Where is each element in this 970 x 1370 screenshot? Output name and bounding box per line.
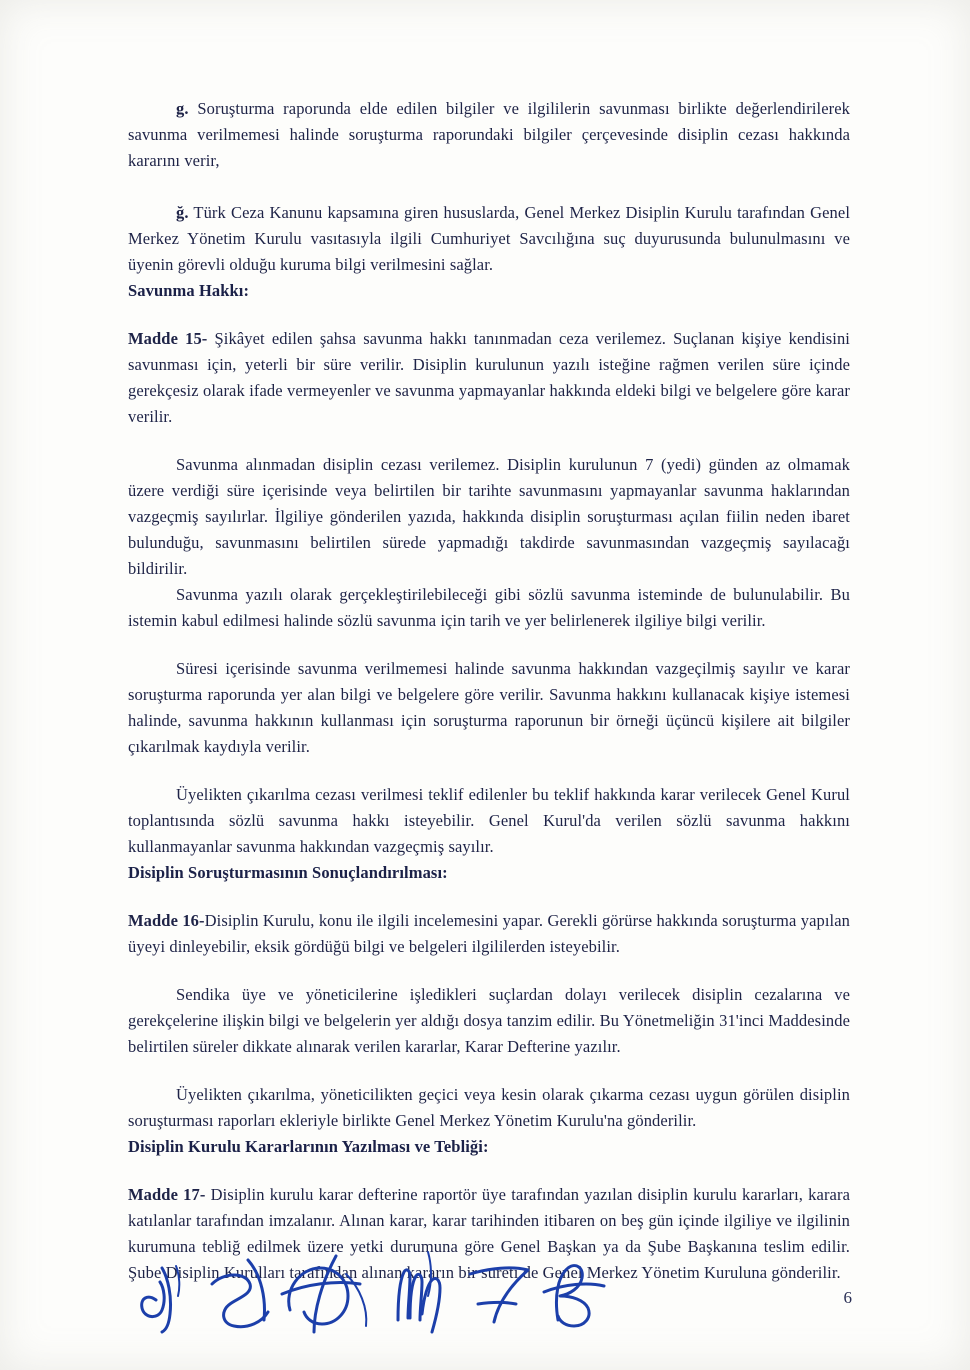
- madde-15-text: Şikâyet edilen şahsa savunma hakkı tanınmadan ceza verilemez. Suçlanan kişiye kendisini savunması için, yeterli bir süre verilir. Disiplin kurulunun yazılı isteğine rağmen verilen süre içinde gerekçesiz olarak ifade vermeyenler ve savunma yapmayanlar hakkında eldeki bilgi ve belgelere göre karar verilir.: [128, 329, 850, 426]
- paragraph-savunma-3: Savunma yazılı olarak gerçekleştirilebileceği gibi sözlü savunma isteminde de bulunulabilir. Bu istemin kabul edilmesi halinde sözlü savunma için tarih ve yer belirlenerek ilgiliye bilgi verilir.: [128, 585, 850, 630]
- list-letter-g-dotted: ğ.: [176, 203, 189, 222]
- madde-17-label: Madde 17-: [128, 1185, 206, 1204]
- paragraph-madde-15: [128, 326, 850, 430]
- paragraph-sonuc-2: Sendika üye ve yöneticilerine işledikleri suçlardan dolayı verilecek disiplin cezalarına ve gerekçelerine ilişkin bilgi ve belgelerin yer aldığı dosya tanzim edilir. Bu Yönetmeliğin 31'inci Maddesinde belirtilen süreler dikkate alınarak verilen kararlar, Karar Defterine yazılır.: [128, 985, 850, 1056]
- paragraph-text: Soruşturma raporunda elde edilen bilgiler ve ilgililerin savunması birlikte değerlendirilerek savunma verilmemesi halinde soruşturma raporundaki bilgiler çerçevesinde disiplin cezası hakkında kararını verir,: [128, 99, 850, 170]
- heading-savunma-hakki: Savunma Hakkı:: [128, 281, 250, 300]
- paragraph-madde-17: [128, 1182, 850, 1286]
- paragraph-text: Türk Ceza Kanunu kapsamına giren hususlarda, Genel Merkez Disiplin Kurulu tarafından Genel Merkez Yönetim Kurulu vasıtasıyla ilgili Cumhuriyet Savcılığına suç duyurusunda bulunulmasını ve üyenin görevli olduğu kuruma bilgi verilmesini sağlar.: [128, 203, 850, 274]
- paragraph-item-g: [128, 96, 850, 174]
- paragraph-savunma-4: Süresi içerisinde savunma verilmemesi halinde savunma hakkından vazgeçilmiş sayılır ve karar soruşturma raporunda yer alan bilgi ve belgelere göre verilir. Savunma hakkını kullanacak kişiye istemesi halinde, savunma hakkının kullanması için soruşturma raporunun bir örneği üçüncü kişilere ait bilgiler çıkarılmak kaydıyla verilir.: [128, 659, 850, 756]
- madde-16-text: Disiplin Kurulu, konu ile ilgili incelemesini yapar. Gerekli görürse hakkında soruşturma yapılan üyeyi dinleyebilir, eksik gördüğü bilgi ve belgeleri ilgililerden isteyebilir.: [128, 911, 850, 956]
- paragraph-sonuc-3: Üyelikten çıkarılma, yöneticilikten geçici veya kesin olarak çıkarma cezası uygun görülen disiplin soruşturması raporları ekleriyle birlikte Genel Merkez Yönetim Kurulu'na gönderilir.: [128, 1085, 850, 1130]
- heading-sonuclandirilmasi: Disiplin Soruşturmasının Sonuçlandırılması:: [128, 863, 448, 882]
- madde-17-text: Disiplin kurulu karar defterine raportör üye tarafından yazılan disiplin kurulu kararları, karara katılanlar tarafından imzalanır. Alınan karar, karar tarihinden itibaren on beş gün içinde ilgiliye ve ilgilinin kurumuna tebliğ edilmek üzere yetki durumuna göre Genel Başkan ya da Şube Başkanına teslim edilir. Şube Disiplin Kurulları tarafından alınan kararın bir sureti de Genel Merkez Yönetim Kuruluna gönderilir.: [128, 1185, 850, 1282]
- madde-16-label: Madde 16-: [128, 911, 205, 930]
- paragraph-savunma-5: Üyelikten çıkarılma cezası verilmesi teklif edilenler bu teklif hakkında karar verilecek Genel Kurul toplantısında sözlü savunma hakkı isteyebilir. Genel Kurul'da verilen sözlü savunma hakkını kullanmayanlar savunma hakkından vazgeçmiş sayılır.: [128, 785, 850, 856]
- savunma-paragraph-group: [128, 452, 850, 634]
- list-letter-g: g.: [176, 99, 189, 118]
- heading-kararlarin-yazilmasi: Disiplin Kurulu Kararlarının Yazılması ve Tebliği:: [128, 1137, 489, 1156]
- page-number: 6: [843, 1288, 852, 1307]
- paragraph-madde-16: [128, 908, 850, 960]
- paragraph-savunma-2: Savunma alınmadan disiplin cezası verilemez. Disiplin kurulunun 7 (yedi) günden az olmamak üzere verdiği süre içerisinde veya belirtilen bir tarihte savunmasını yapmayanlar savunma haklarından vazgeçmiş sayılırlar. İlgiliye gönderilen yazıda, hakkında disiplin soruşturması açılan fiilin neden ibaret bulunduğu, savunmasını belirtilen sürede yapmadığı takdirde savunmasından vazgeçmiş sayılacağı bildirilir.: [128, 455, 850, 578]
- document-body: [128, 96, 850, 1286]
- madde-15-label: Madde 15-: [128, 329, 208, 348]
- paragraph-item-g-dotted: [128, 200, 850, 278]
